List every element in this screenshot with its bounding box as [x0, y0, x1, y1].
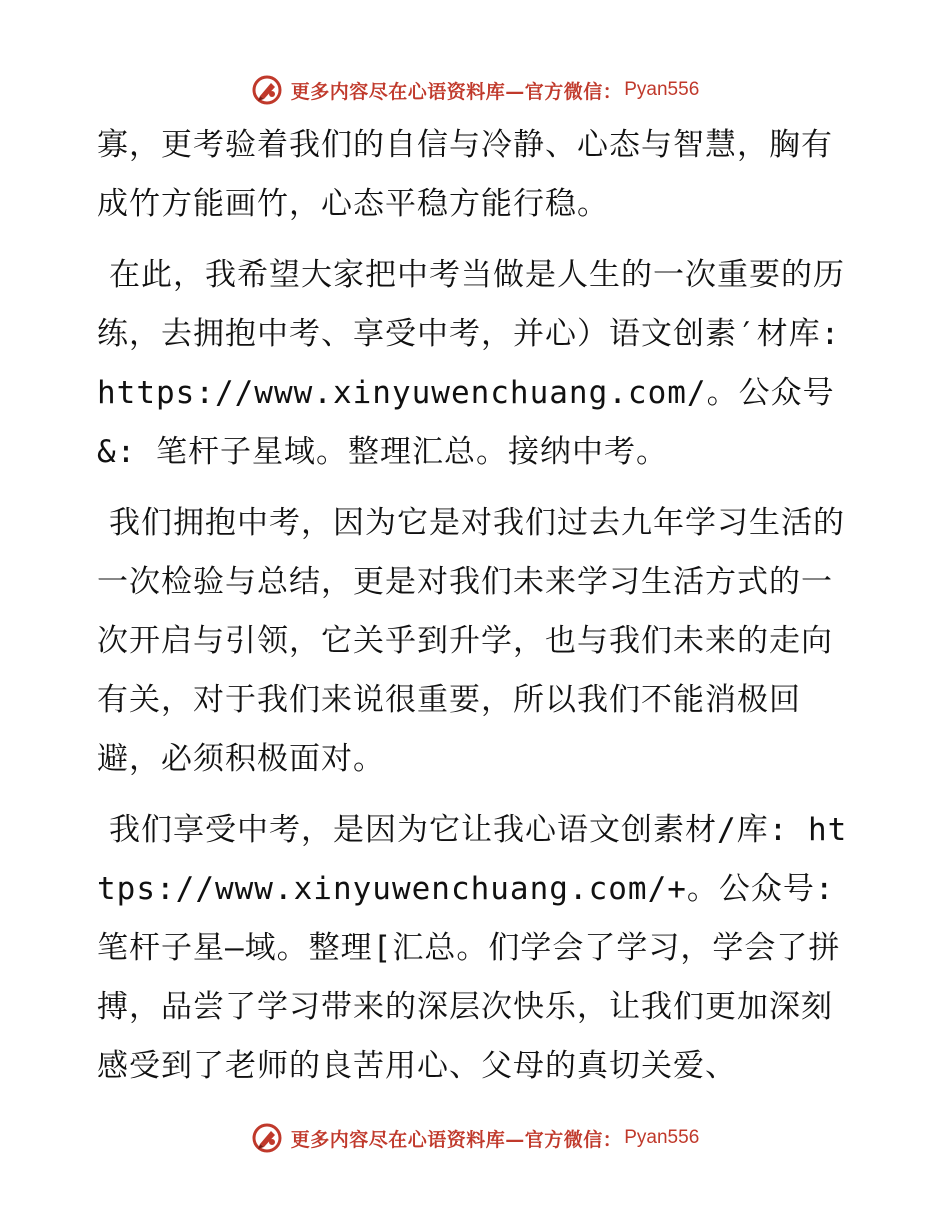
paragraph-1: 寡，更考验着我们的自信与冷静、心态与智慧，胸有成竹方能画竹，心态平稳方能行稳。: [97, 127, 833, 222]
paragraph-4: 我们享受中考，是因为它让我心语文创素材/库: https://www.xinyuwenchuang.com/+。公众号: 笔杆子星—域。整理[汇总。们学会了学习，学会了拼搏，品尝了学习带来的深层次快乐，让我们更加深刻感受到了老师的良苦用心、父母的真切关爱、: [97, 812, 848, 1084]
footer-wechat-id: Pyan556: [624, 1127, 700, 1148]
paragraph-2: 在此，我希望大家把中考当做是人生的一次重要的历练，去拥抱中考、享受中考，并心）语文创素′材库: https://www.xinyuwenchuang.com/。公众号&: 笔杆子星域。整理汇总。接纳中考。: [97, 257, 845, 470]
pen-logo-icon: [251, 1122, 283, 1154]
header-wechat-id: Pyan556: [624, 79, 700, 100]
footer-banner: [0, 1118, 950, 1158]
header-banner: [0, 70, 950, 110]
document-body: [97, 116, 857, 1108]
paragraph-3: 我们拥抱中考，因为它是对我们过去九年学习生活的一次检验与总结，更是对我们未来学习生活方式的一次开启与引领，它关乎到升学，也与我们未来的走向有关，对于我们来说很重要，所以我们不能消极回避，必须积极面对。: [97, 505, 845, 777]
footer-banner-text: 更多内容尽在心语资料库—官方微信：: [290, 1128, 623, 1151]
header-banner-text: 更多内容尽在心语资料库—官方微信：: [290, 80, 623, 103]
pen-logo-icon: [251, 74, 283, 106]
